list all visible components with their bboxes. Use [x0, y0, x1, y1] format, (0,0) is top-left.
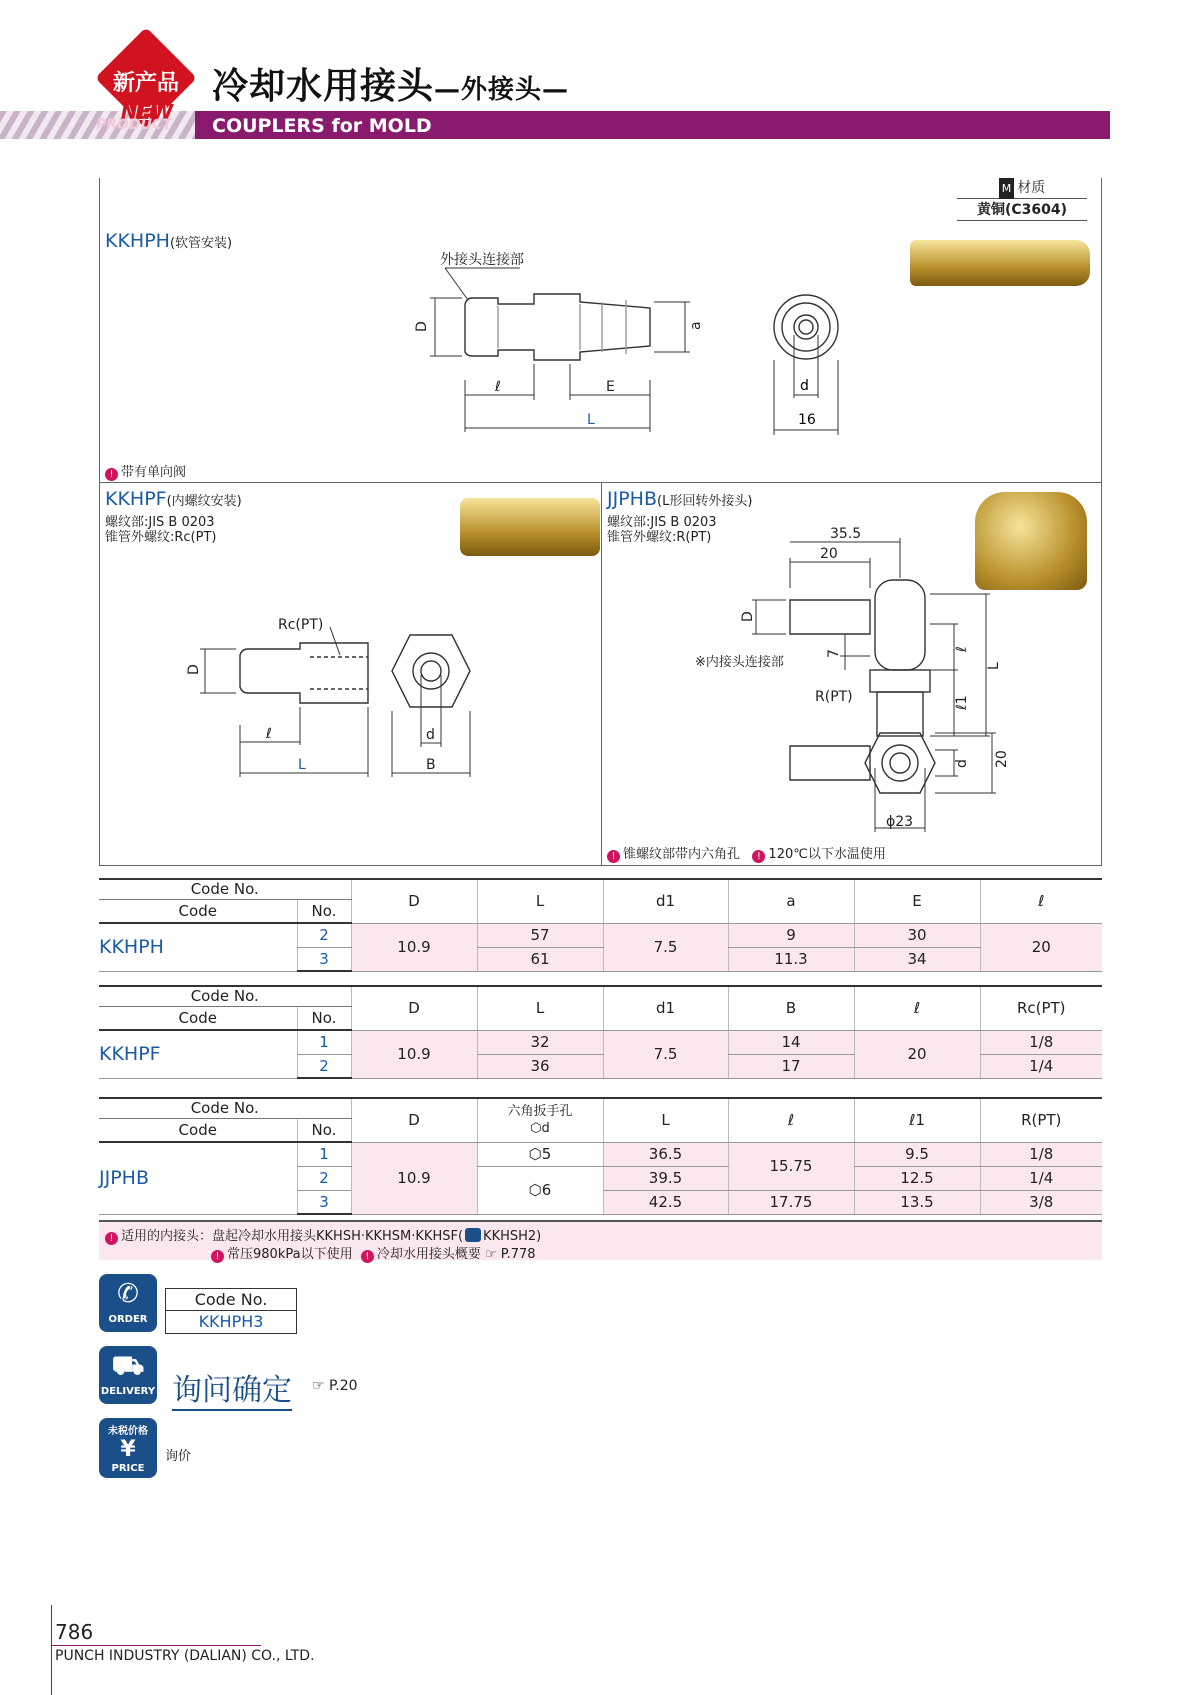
dim-7: 7: [826, 649, 842, 658]
th: D: [351, 880, 477, 923]
th: d1: [603, 987, 728, 1030]
cell-no: 1: [297, 1142, 351, 1166]
cell-code: KKHPH: [99, 923, 297, 971]
kkhph-note: ! 带有单向阀: [105, 461, 186, 481]
cell: 17: [728, 1054, 854, 1078]
th: E: [854, 880, 980, 923]
cell: 7.5: [603, 923, 728, 971]
kkhph-photo: [910, 240, 1090, 286]
cell: 36.5: [603, 1142, 728, 1166]
cell: 12.5: [854, 1166, 980, 1190]
th: D: [351, 1099, 477, 1142]
jjphb-notes: ! 锥螺纹部带内六角孔 ! 120℃以下水温使用: [607, 843, 886, 863]
cell: ⬡6: [477, 1166, 603, 1214]
cell-no: 1: [297, 1030, 351, 1054]
cell: 17.75: [728, 1190, 854, 1214]
dim-L: L: [986, 662, 1002, 670]
footnote-line1: ! 适用的内接头：盘起冷却水用接头KKHSH·KKHSM·KKHSF( KKHSH2): [105, 1225, 541, 1245]
dim-D: D: [740, 611, 756, 622]
cell: 10.9: [351, 1142, 477, 1214]
cell: 11.3: [728, 947, 854, 971]
th: ℓ: [980, 880, 1102, 923]
th-codeno: Code No.: [99, 880, 351, 899]
cell: 34: [854, 947, 980, 971]
dim-B: B: [426, 757, 436, 773]
jjphb-spec1: 螺纹部:JIS B 0203: [607, 515, 717, 530]
dim-L: L: [298, 757, 306, 773]
cell-no: 2: [297, 923, 351, 947]
th: a: [728, 880, 854, 923]
th-no: No.: [297, 1118, 351, 1142]
th-code: Code: [99, 1006, 297, 1030]
th-code: Code: [99, 899, 297, 923]
divider: [601, 482, 602, 866]
th: Rc(PT): [980, 987, 1102, 1030]
dim-l: ℓ: [266, 726, 272, 742]
th-no: No.: [297, 1006, 351, 1030]
kkhph-part-label: 外接头连接部: [440, 252, 524, 268]
dim-d: d: [800, 378, 809, 394]
cell: 1/4: [980, 1054, 1102, 1078]
dim-D: D: [414, 321, 430, 332]
th: L: [603, 1099, 728, 1142]
dim-35-5: 35.5: [830, 526, 862, 542]
jjphb-title: JJPHB(L形回转外接头): [607, 488, 753, 510]
cell-code: JJPHB: [99, 1142, 297, 1214]
dim-l1: ℓ1: [954, 695, 970, 710]
kkhpf-spec2: 锥管外螺纹:Rc(PT): [105, 530, 217, 545]
order-icon: ✆ ORDER: [99, 1274, 157, 1332]
jjphb-drawing: [690, 528, 1020, 838]
kkhpf-drawing: [186, 615, 470, 780]
delivery-text: 询问确定: [172, 1365, 292, 1411]
cell: 57: [477, 923, 603, 947]
cell: 30: [854, 923, 980, 947]
th: L: [477, 987, 603, 1030]
cell: 42.5: [603, 1190, 728, 1214]
kkhpf-photo: [460, 498, 600, 556]
dim-phi23: ϕ23: [886, 814, 914, 830]
spec-table-kkhph: [99, 880, 1102, 972]
cell: 20: [854, 1030, 980, 1078]
dim-e: E: [606, 379, 615, 395]
jjphb-part-label: ※内接头连接部: [695, 655, 784, 670]
cell-no: 3: [297, 947, 351, 971]
cell: 1/4: [980, 1166, 1102, 1190]
cell: 3/8: [980, 1190, 1102, 1214]
th: B: [728, 987, 854, 1030]
th-no: No.: [297, 899, 351, 923]
th-codeno: Code No.: [99, 987, 351, 1006]
th: ℓ1: [854, 1099, 980, 1142]
dim-d: d: [426, 727, 435, 743]
kkhpf-title: KKHPF(内螺纹安装): [105, 488, 242, 510]
th-code: Code: [99, 1118, 297, 1142]
th: ℓ: [854, 987, 980, 1030]
cell: 1/8: [980, 1030, 1102, 1054]
cell-code: KKHPF: [99, 1030, 297, 1078]
cell: 36: [477, 1054, 603, 1078]
dim-16: 16: [798, 412, 816, 428]
cell: 61: [477, 947, 603, 971]
kkhph-title: KKHPH(软管安装): [105, 230, 233, 252]
th: R(PT): [980, 1099, 1102, 1142]
cell: 10.9: [351, 923, 477, 971]
cell: 14: [728, 1030, 854, 1054]
badge-product: PRODUCT: [96, 117, 172, 133]
dim-d: d: [954, 759, 970, 768]
jjphb-thread: R(PT): [815, 689, 853, 705]
badge-cn: 新产品: [112, 71, 179, 96]
th-codeno: Code No.: [99, 1099, 351, 1118]
cell-no: 2: [297, 1054, 351, 1078]
cell: ⬡5: [477, 1142, 603, 1166]
cell: 7.5: [603, 1030, 728, 1078]
spec-table-jjphb: [99, 1099, 1102, 1215]
cell: 32: [477, 1030, 603, 1054]
dim-L: L: [587, 412, 595, 428]
page-title: 冷却水用接头—外接头—: [212, 66, 570, 107]
cell: 15.75: [728, 1142, 854, 1190]
dim-20: 20: [820, 546, 838, 562]
dim-a: a: [688, 321, 704, 330]
dim-D: D: [186, 664, 202, 675]
footer-rule: [51, 1645, 261, 1646]
badge-new: NEW: [120, 100, 174, 124]
cell-no: 2: [297, 1166, 351, 1190]
delivery-icon: ⛟ DELIVERY: [99, 1346, 157, 1404]
th: ℓ: [728, 1099, 854, 1142]
delivery-ref: ☞ P.20: [312, 1378, 358, 1394]
footnote-line2: ! 常压980kPa以下使用 ! 冷却水用接头概要 ☞ P.778: [211, 1243, 536, 1263]
dim-20b: 20: [994, 750, 1010, 768]
kkhph-drawing: [410, 252, 860, 440]
cell: 39.5: [603, 1166, 728, 1190]
kkhpf-spec1: 螺纹部:JIS B 0203: [105, 515, 215, 530]
cell: 10.9: [351, 1030, 477, 1078]
th: D: [351, 987, 477, 1030]
dim-l: ℓ: [954, 646, 970, 652]
price-icon: 未税价格 ¥ PRICE: [99, 1418, 157, 1478]
order-code-box: Code No. KKHPH3: [165, 1288, 297, 1334]
th-hex: 六角扳手孔 ⬡d: [477, 1099, 603, 1142]
cell-no: 3: [297, 1190, 351, 1214]
page-number: 786: [55, 1620, 94, 1644]
page-subtitle: COUPLERS for MOLD: [212, 115, 432, 137]
cell: 1/8: [980, 1142, 1102, 1166]
material-box: M 材质 黄铜(C3604): [957, 178, 1087, 222]
th: L: [477, 880, 603, 923]
dim-l: ℓ: [495, 379, 501, 395]
cell: 13.5: [854, 1190, 980, 1214]
company-name: PUNCH INDUSTRY (DALIAN) CO., LTD.: [55, 1648, 315, 1664]
spec-table-kkhpf: [99, 987, 1102, 1079]
th: d1: [603, 880, 728, 923]
cell: 20: [980, 923, 1102, 971]
kkhpf-thread: Rc(PT): [278, 617, 324, 633]
jjphb-spec2: 锥管外螺纹:R(PT): [607, 530, 712, 545]
cell: 9.5: [854, 1142, 980, 1166]
footer-rule: [51, 1605, 52, 1695]
new-product-badge: [96, 28, 196, 128]
cell: 9: [728, 923, 854, 947]
price-text: 询价: [165, 1449, 192, 1464]
